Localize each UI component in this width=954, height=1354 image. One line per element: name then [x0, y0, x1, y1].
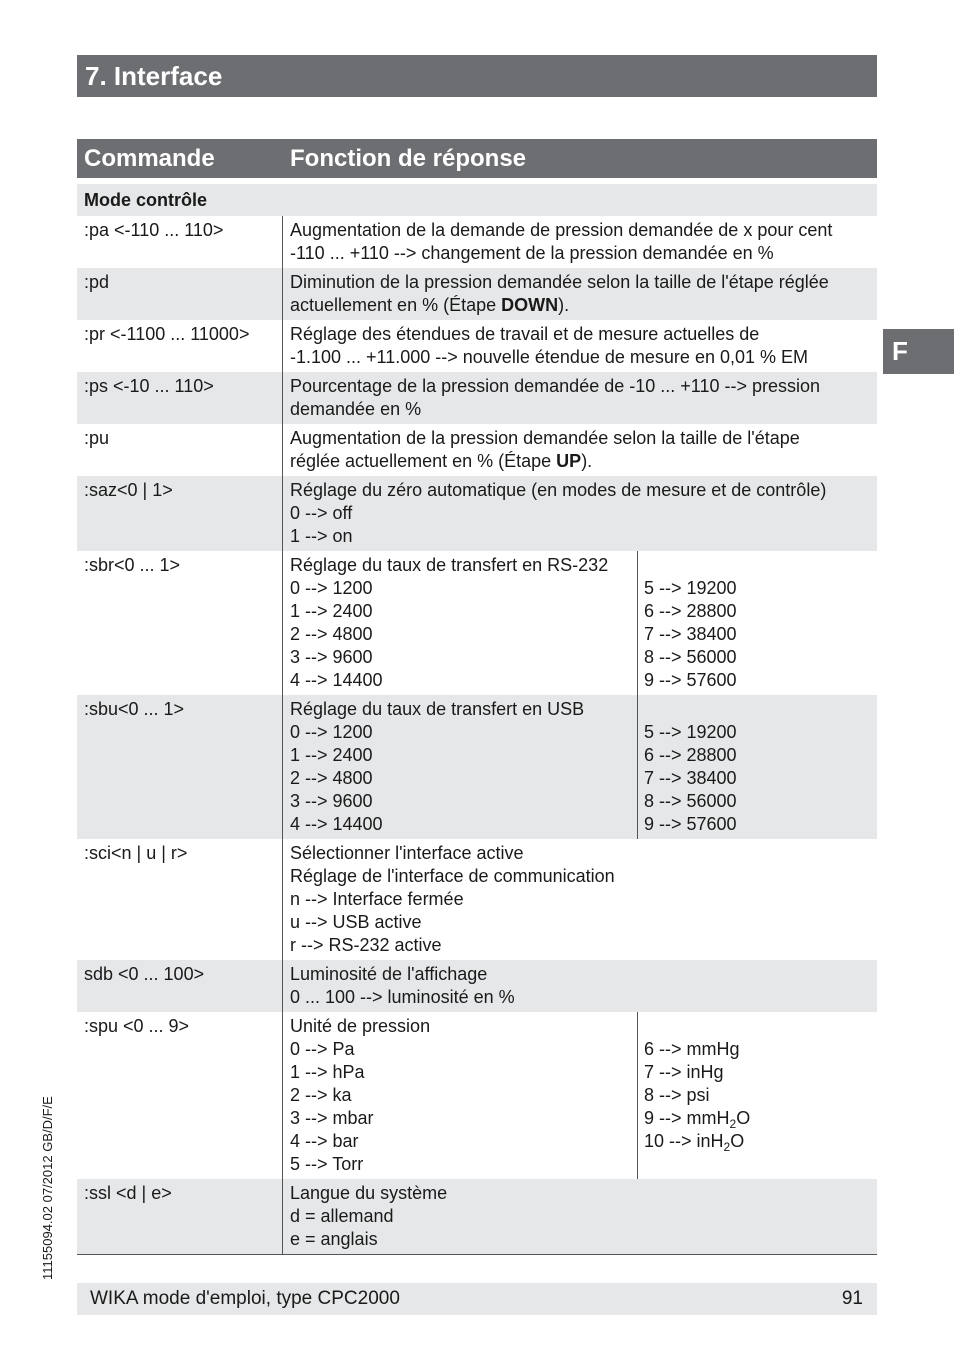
command-cell: :ssl <d | e> [77, 1179, 283, 1254]
response-line: 2 --> ka [290, 1085, 352, 1105]
response-line [290, 294, 877, 317]
response-line [644, 1130, 877, 1153]
response-line: Réglage du taux de transfert en USB [290, 699, 585, 719]
response-text: 9 --> mmH [644, 1108, 730, 1128]
page-number: 91 [841, 1288, 863, 1309]
response-line: 3 --> 9600 [290, 791, 373, 811]
subscript: 2 [729, 1117, 737, 1131]
response-line: u --> USB active [290, 912, 422, 932]
command-cell: :pu [77, 424, 283, 476]
response-line: Langue du système [290, 1183, 448, 1203]
subscript: 2 [723, 1140, 731, 1154]
response-line: -1.100 ... +11.000 --> nouvelle étendue de mesure en 0,01 % EM [290, 347, 809, 367]
response-line: 1 --> 2400 [290, 601, 373, 621]
response-line: 5 --> 19200 [644, 578, 737, 598]
response-line: 9 --> 57600 [644, 670, 737, 690]
response-line [644, 1107, 877, 1130]
response-text: ). [558, 295, 570, 315]
page-footer [77, 1283, 877, 1315]
response-line: 8 --> 56000 [644, 791, 737, 811]
command-table [77, 184, 877, 1255]
table-row [77, 839, 877, 960]
response-line: 1 --> on [290, 526, 353, 546]
response-line [290, 450, 877, 473]
response-cell [283, 1012, 877, 1179]
response-line: 0 --> 1200 [290, 578, 373, 598]
command-cell: :pa <-110 ... 110> [77, 216, 283, 268]
response-line: 6 --> 28800 [644, 601, 737, 621]
response-text: actuellement en % (Étape [290, 295, 502, 315]
response-line: 0 --> off [290, 503, 353, 523]
response-line: e = anglais [290, 1229, 378, 1249]
response-col-left [283, 695, 638, 839]
table-row [77, 1012, 877, 1179]
response-line: 2 --> 4800 [290, 624, 373, 644]
response-line: Diminution de la pression demandée selon la taille de l'étape réglée [290, 272, 829, 292]
response-line: Unité de pression [290, 1016, 431, 1036]
response-line: Augmentation de la demande de pression demandée de x pour cent [290, 220, 833, 240]
response-line: 6 --> 28800 [644, 745, 737, 765]
footer-text: WIKA mode d'emploi, type CPC2000 [90, 1288, 400, 1309]
table-row [77, 424, 877, 476]
response-cell [283, 320, 877, 372]
response-line: 4 --> bar [290, 1131, 359, 1151]
table-row [77, 268, 877, 320]
column-header-response: Fonction de réponse [290, 145, 527, 172]
response-line: 7 --> 38400 [644, 768, 737, 788]
response-col-right [638, 1012, 877, 1179]
command-cell: :pr <-1100 ... 11000> [77, 320, 283, 372]
response-line: Réglage du zéro automatique (en modes de mesure et de contrôle) [290, 480, 827, 500]
response-cell [283, 216, 877, 268]
response-col-right [638, 695, 877, 839]
response-text: 10 --> inH [644, 1131, 724, 1151]
table-row [77, 695, 877, 839]
response-line: Réglage de l'interface de communication [290, 866, 615, 886]
table-row [77, 320, 877, 372]
response-text: O [730, 1131, 745, 1151]
response-line: 8 --> 56000 [644, 647, 737, 667]
response-line: 4 --> 14400 [290, 670, 383, 690]
response-cell [283, 372, 877, 424]
response-line: Sélectionner l'interface active [290, 843, 524, 863]
response-line: 3 --> 9600 [290, 647, 373, 667]
response-cell [283, 839, 877, 960]
response-cell [283, 476, 877, 551]
response-line: 9 --> 57600 [644, 814, 737, 834]
table-bottom-rule [77, 1254, 877, 1255]
table-subheader: Mode contrôle [77, 184, 877, 216]
response-line: demandée en % [290, 399, 422, 419]
key-label-down: DOWN [501, 295, 559, 315]
response-line: 0 --> Pa [290, 1039, 355, 1059]
response-line: 5 --> 19200 [644, 722, 737, 742]
response-cell [283, 424, 877, 476]
table-row [77, 216, 877, 268]
response-line: Réglage du taux de transfert en RS-232 [290, 555, 609, 575]
response-line: Pourcentage de la pression demandée de -10 ... +110 --> pression [290, 376, 821, 396]
response-text: réglée actuellement en % (Étape [290, 451, 557, 471]
response-col-left [283, 551, 638, 695]
command-cell: :ps <-10 ... 110> [77, 372, 283, 424]
response-line: 8 --> psi [644, 1085, 710, 1105]
command-cell: :sci<n | u | r> [77, 839, 283, 960]
response-line: 7 --> inHg [644, 1062, 724, 1082]
response-cell [283, 1179, 877, 1254]
key-label-up: UP [556, 451, 582, 471]
response-text: O [736, 1108, 751, 1128]
response-line: 1 --> hPa [290, 1062, 365, 1082]
response-cell [283, 960, 877, 1012]
response-line: -110 ... +110 --> changement de la pression demandée en % [290, 243, 774, 263]
table-row [77, 476, 877, 551]
response-cell [283, 268, 877, 320]
response-line: 4 --> 14400 [290, 814, 383, 834]
response-text: ). [581, 451, 593, 471]
table-row [77, 960, 877, 1012]
response-col-left [283, 1012, 638, 1179]
response-col-right [638, 551, 877, 695]
command-cell: :sbr<0 ... 1> [77, 551, 283, 695]
response-line: 7 --> 38400 [644, 624, 737, 644]
response-line: 0 --> 1200 [290, 722, 373, 742]
response-line: Réglage des étendues de travail et de mesure actuelles de [290, 324, 760, 344]
table-row [77, 1179, 877, 1254]
language-side-tab: F [883, 329, 954, 374]
column-header-command: Commande [84, 145, 215, 172]
command-cell: :pd [77, 268, 283, 320]
response-cell [283, 695, 877, 839]
command-cell: :spu <0 ... 9> [77, 1012, 283, 1179]
response-line: r --> RS-232 active [290, 935, 442, 955]
table-header [77, 139, 877, 178]
document-code: 11155094.02 07/2012 GB/D/F/E [40, 1096, 55, 1280]
response-line: 6 --> mmHg [644, 1039, 740, 1059]
table-row [77, 372, 877, 424]
command-cell: sdb <0 ... 100> [77, 960, 283, 1012]
response-line: 2 --> 4800 [290, 768, 373, 788]
command-cell: :sbu<0 ... 1> [77, 695, 283, 839]
response-line: d = allemand [290, 1206, 394, 1226]
response-line: 3 --> mbar [290, 1108, 374, 1128]
response-line: Augmentation de la pression demandée selon la taille de l'étape [290, 428, 800, 448]
section-title: 7. Interface [77, 55, 877, 97]
response-line: 0 ... 100 --> luminosité en % [290, 987, 515, 1007]
response-line: 1 --> 2400 [290, 745, 373, 765]
table-row [77, 551, 877, 695]
response-cell [283, 551, 877, 695]
command-cell: :saz<0 | 1> [77, 476, 283, 551]
response-line: Luminosité de l'affichage [290, 964, 488, 984]
response-line: n --> Interface fermée [290, 889, 464, 909]
response-line: 5 --> Torr [290, 1154, 364, 1174]
